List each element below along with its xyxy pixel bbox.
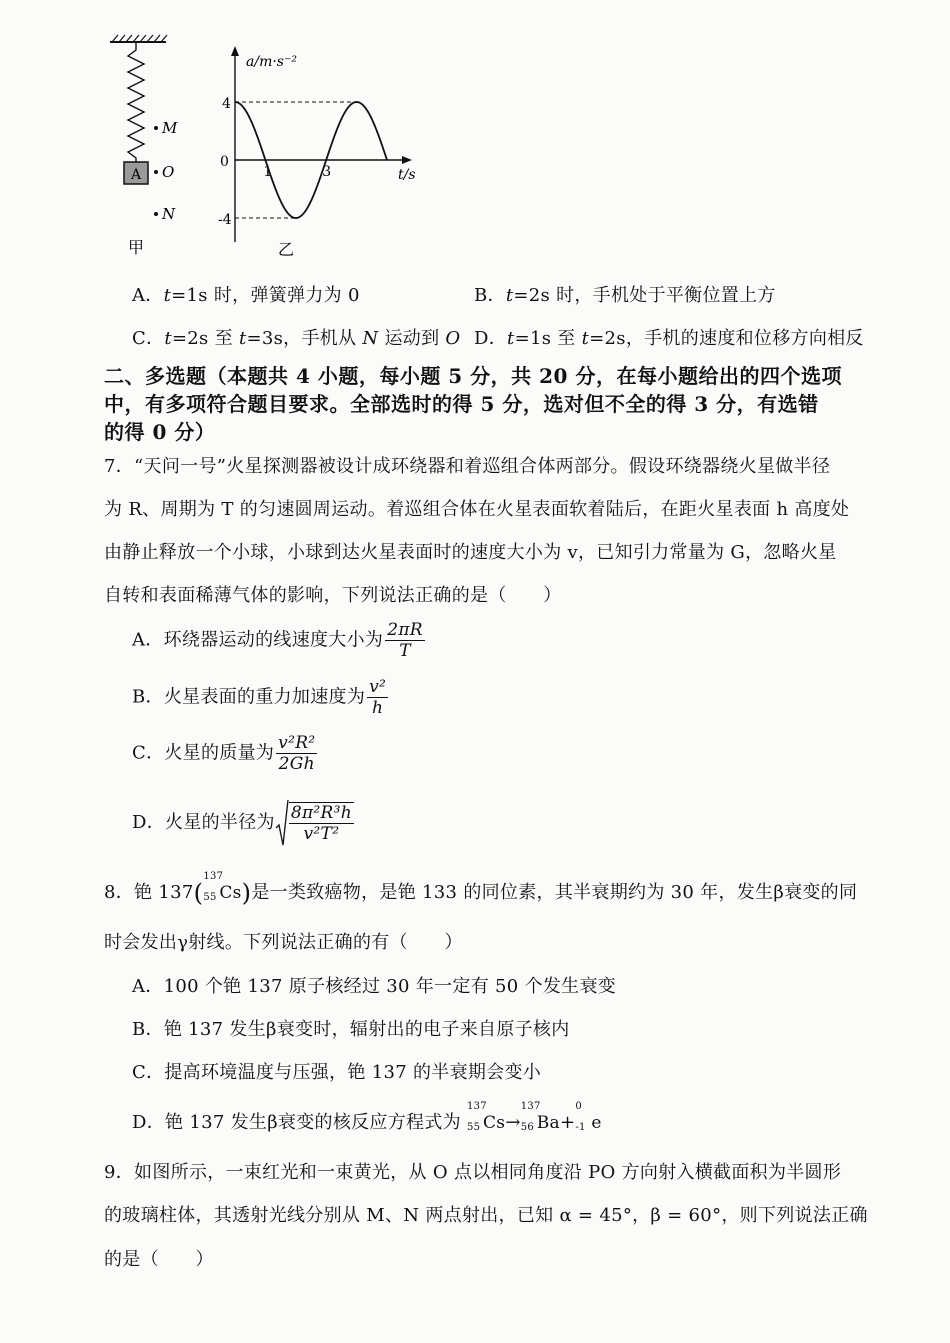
- x-tick-1: 1: [263, 164, 273, 180]
- q9-stem-line1: 9．如图所示，一束红光和一束黄光，从 O 点以相同角度沿 PO 方向射入横截面积为半圆形: [104, 1162, 842, 1183]
- y-tick-0: 0: [220, 154, 229, 170]
- figure-yi-chart: [210, 40, 430, 265]
- q8-option-c[interactable]: C．提高环境温度与压强，铯 137 的半衰期会变小: [132, 1062, 542, 1083]
- q7-option-a[interactable]: A．环绕器运动的线速度大小为 $\frac{2\pi R}{T}$: [132, 620, 423, 661]
- caption-yi: 乙: [278, 240, 295, 259]
- q6-option-a[interactable]: A．t=1s 时，弹簧弹力为 0: [132, 285, 360, 306]
- q6-option-d[interactable]: D．t=1s 至 t=2s，手机的速度和位移方向相反: [474, 328, 864, 349]
- q7-stem-line4: 自转和表面稀薄气体的影响，下列说法正确的是（ ）: [104, 585, 562, 606]
- y-axis-arrow: [231, 46, 239, 56]
- q7-b-fraction: $\frac{\text{v²}}{h}$: [369, 677, 387, 718]
- q7-stem-line3: 由静止释放一个小球，小球到达火星表面时的速度大小为 v，已知引力常量为 G，忽略火星: [104, 542, 837, 563]
- x-axis-arrow: [402, 156, 412, 164]
- point-o-dot: [154, 170, 158, 174]
- point-m-dot: [154, 126, 158, 130]
- cs137-nuclide: 137 55 Cs: [203, 871, 242, 903]
- electron-nuclide: 0 -1 e: [575, 1101, 602, 1133]
- y-axis-label: a/m·s⁻²: [246, 54, 297, 70]
- q7-option-b[interactable]: B．火星表面的重力加速度为 $\frac{\text{v²}}{h}$: [132, 677, 387, 718]
- q7-stem-line1: 7．“天问一号”火星探测器被设计成环绕器和着巡组合体两部分。假设环绕器绕火星做半径: [104, 456, 831, 477]
- q7-option-c[interactable]: C．火星的质量为 $\frac{\text{v²R²}}{2Gh}$: [132, 733, 316, 774]
- section2-heading-line2: 中，有多项符合题目要求。全部选时的得 5 分，选对但不全的得 3 分，有选错: [104, 392, 819, 416]
- y-tick-neg4: -4: [218, 212, 232, 228]
- q6-option-b[interactable]: B．t=2s 时，手机处于平衡位置上方: [474, 285, 776, 306]
- section2-heading-line3: 的得 0 分）: [104, 420, 216, 444]
- section2-heading-line1: 二、多选题（本题共 4 小题，每小题 5 分，共 20 分，在每小题给出的四个选项: [104, 364, 842, 388]
- point-m-label: M: [162, 119, 178, 137]
- q6-option-c[interactable]: C．t=2s 至 t=3s，手机从 N 运动到 O: [132, 328, 461, 349]
- radical-sign-icon: [275, 798, 289, 848]
- ceiling-hatch: [112, 35, 167, 42]
- point-o-label: O: [162, 163, 175, 181]
- x-tick-3: 3: [322, 164, 332, 180]
- block-label: A: [130, 167, 142, 183]
- point-n-dot: [154, 212, 158, 216]
- q7-stem-line2: 为 R、周期为 T 的匀速圆周运动。着巡组合体在火星表面软着陆后，在距火星表面 h 高度处: [104, 499, 850, 520]
- q9-stem-line2: 的玻璃柱体，其透射光线分别从 M、N 两点射出，已知 α = 45°，β = 60°，则下列说法正确: [104, 1205, 868, 1226]
- q8-stem-line1: 8．铯 137( 137 55 Cs)是一类致癌物，是铯 133 的同位素，其半衰期约为 30 年，发生β衰变的同: [104, 871, 858, 907]
- y-tick-4: 4: [222, 96, 231, 112]
- q8-option-d[interactable]: D．铯 137 发生β衰变的核反应方程式为 137 55 Cs→ 137 56 Ba+ 0 -1 e: [132, 1101, 602, 1133]
- q7-d-sqrt: $\frac{\text{8π²R³h}}{\text{v²T²}}$: [275, 798, 354, 848]
- x-axis-label: t/s: [398, 167, 416, 183]
- q7-option-d[interactable]: D．火星的半径为 $\frac{\text{8π²R³h}}{\text{v²T²}}$: [132, 798, 354, 848]
- q7-c-fraction: $\frac{\text{v²R²}}{2Gh}$: [278, 733, 316, 774]
- q8-option-a[interactable]: A．100 个铯 137 原子核经过 30 年一定有 50 个发生衰变: [132, 976, 617, 997]
- ba-nuclide: 137 56 Ba: [520, 1101, 560, 1133]
- q8-option-b[interactable]: B．铯 137 发生β衰变时，辐射出的电子来自原子核内: [132, 1019, 570, 1040]
- point-n-label: N: [162, 205, 176, 223]
- q7-a-fraction: $\frac{2\pi R}{T}$: [387, 620, 423, 661]
- q9-stem-line3: 的是（ ）: [104, 1249, 214, 1270]
- q8-stem-line2: 时会发出γ射线。下列说法正确的有（ ）: [104, 932, 463, 953]
- figure-jia: [100, 30, 190, 260]
- cs-nuclide: 137 55 Cs: [466, 1101, 506, 1133]
- spring: [128, 42, 144, 162]
- caption-jia: 甲: [128, 238, 145, 257]
